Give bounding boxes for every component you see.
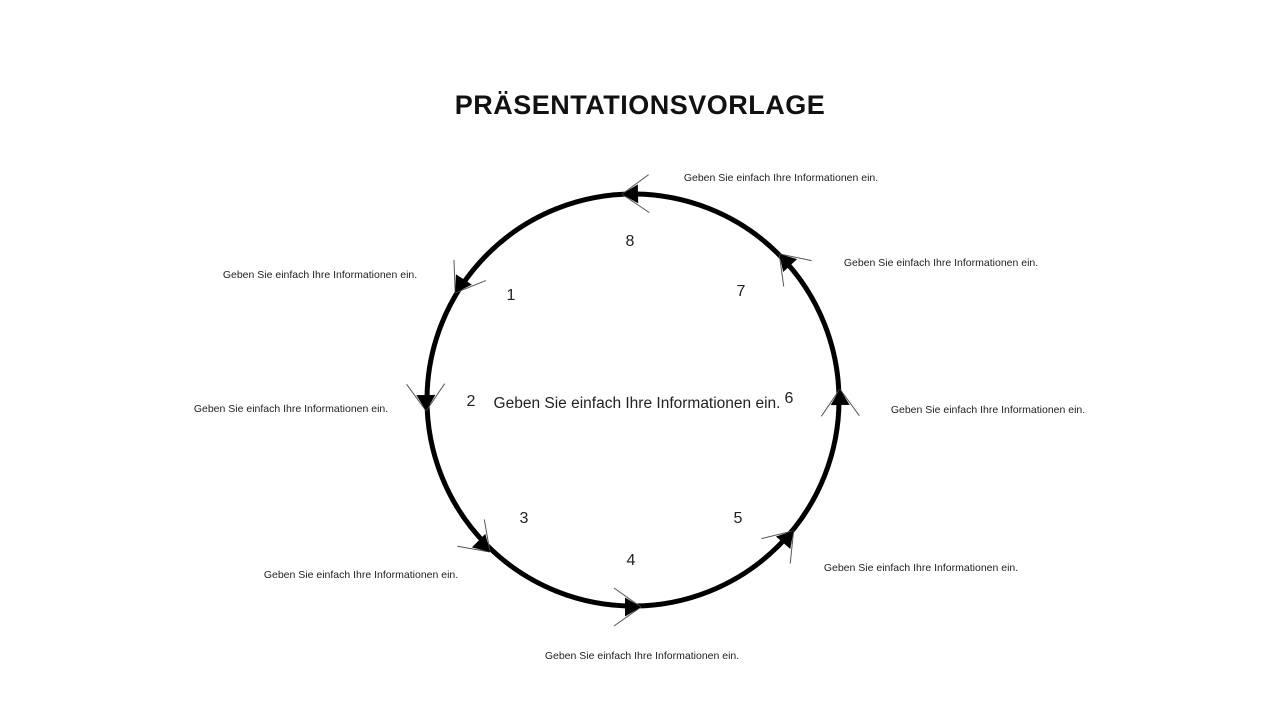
step-label-7[interactable]: Geben Sie einfach Ihre Informationen ein.: [843, 257, 1039, 269]
step-label-2[interactable]: Geben Sie einfach Ihre Informationen ein.: [193, 403, 389, 415]
step-label-5[interactable]: Geben Sie einfach Ihre Informationen ein.: [823, 562, 1019, 574]
step-number-7: 7: [736, 283, 746, 300]
step-label-6[interactable]: Geben Sie einfach Ihre Informationen ein.: [890, 404, 1086, 416]
step-number-6: 6: [784, 390, 794, 407]
step-number-5: 5: [733, 510, 743, 527]
step-number-2: 2: [466, 393, 476, 410]
step-number-4: 4: [626, 552, 636, 569]
step-number-1: 1: [506, 287, 516, 304]
step-label-3[interactable]: Geben Sie einfach Ihre Informationen ein.: [263, 569, 459, 581]
step-number-8: 8: [625, 233, 635, 250]
arrow-lower-left-icon: [457, 519, 503, 565]
page-title[interactable]: PRÄSENTATIONSVORLAGE: [454, 90, 826, 120]
center-placeholder-text[interactable]: Geben Sie einfach Ihre Informationen ein.: [493, 395, 781, 412]
step-label-4[interactable]: Geben Sie einfach Ihre Informationen ein.: [544, 650, 740, 662]
step-label-8[interactable]: Geben Sie einfach Ihre Informationen ein.: [683, 172, 879, 184]
step-number-3: 3: [519, 510, 529, 527]
step-label-1[interactable]: Geben Sie einfach Ihre Informationen ein.: [222, 269, 418, 281]
